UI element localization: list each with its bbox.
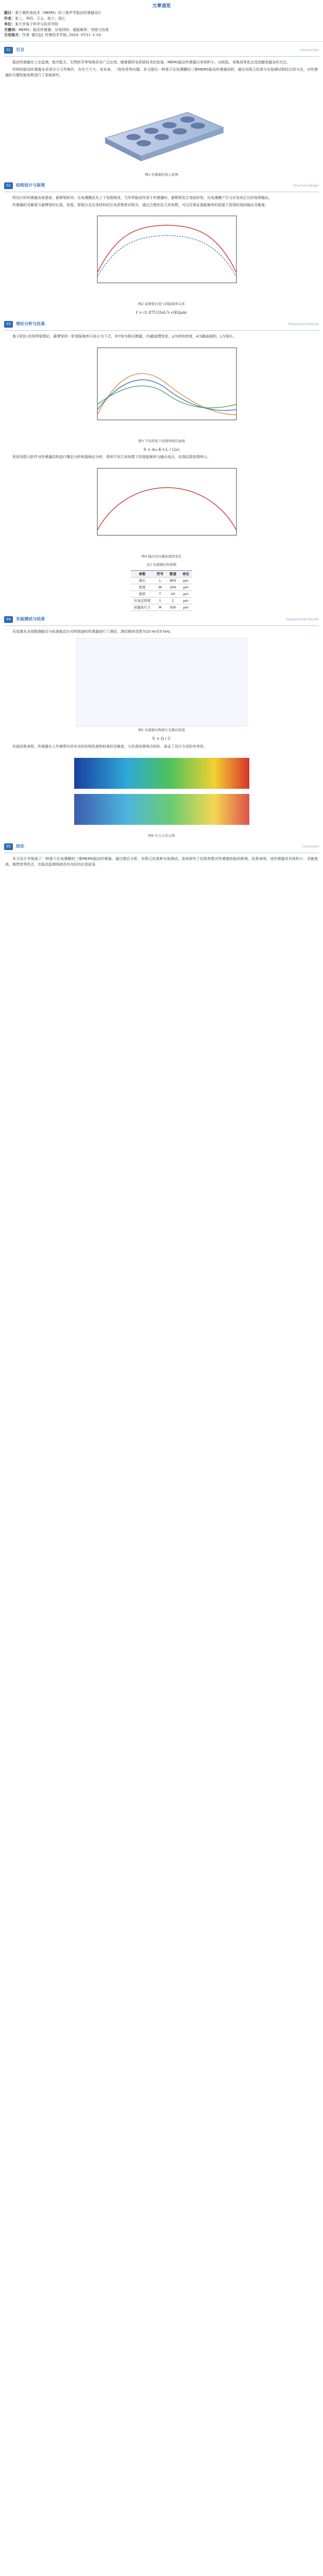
figure-caption: 图1 传感器结构示意图 [145,172,178,177]
figure-caption: 图6 应力分布云图 [148,833,175,838]
stress-contour [69,753,254,830]
curve-chart [77,211,247,298]
table-header-cell: 单位 [179,571,192,578]
section-number: 05 [4,843,13,850]
table-header-cell: 符号 [154,571,166,578]
meta-affiliation: 单位：某大学电子科学与技术学院 [4,22,58,26]
paragraph: 所设计的传感器由硅基底、悬臂梁阵列、压电薄膜层及上下电极组成。当外界振动作用于传感器时，悬臂梁发生弯曲形变，压电薄膜产生与应变成正比的电荷输出。 [12,195,272,200]
figure-caption: 图2 悬臂梁长度与谐振频率关系 [138,302,185,307]
section-heading-intro [4,47,319,57]
section-title-en: Introduction [300,48,319,53]
parameter-table [131,570,193,611]
paragraph: 采用激光多普勒测振仪与标准振动台对所制备的传感器进行了测试，测试频率范围为10 Hz至5 kHz。 [12,630,174,634]
table-row: 压电层厚度 t 1 μm [131,598,193,604]
table-row: 质量块尺寸 M 500 μm [131,604,193,611]
figure-caption: 图3 不同厚度下的频率响应曲线 [138,438,185,443]
paragraph: 实验结果表明，传感器在工作频带内具有良好的线性度和较高的灵敏度，与仿真结果吻合较好，验证了设计方法的有效性。 [12,744,207,749]
section-number: 01 [4,47,13,54]
figure-structure [0,81,323,177]
formula: f = (1.875²/2πL²)·√(EI/ρA) [136,310,187,315]
meta-citation: 引用格式：作者. 题目[J]. 传感技术学报, 2024, 37(1): 1-10. [4,33,102,38]
page-title: 文章速览 [152,4,171,9]
section-heading-structure [4,182,319,192]
section-number: 02 [4,182,13,189]
figure-photo [0,638,323,733]
meta-authors: 作者：张三，李四，王五，赵六，钱七 [4,16,65,21]
section-number: 04 [4,616,13,623]
section-title-en: Structure Design [293,183,319,188]
figure-caption: 图5 传感器实物照片及测试系统 [138,728,185,733]
table-header-cell: 数值 [166,571,179,578]
paragraph: 传感器的灵敏度与悬臂梁的长度、宽度、厚度以及压电材料的压电系数密切相关。通过合理优化几何参数，可以在保证谐振频率的前提下获得较高的输出灵敏度。 [12,202,268,207]
section-heading-analysis [4,321,319,331]
section-title-en: Theoretical Analysis [287,322,319,326]
section-title: 引言 [16,47,25,53]
section-title: 实验测试与结果 [16,617,45,622]
table-row: 梁厚 T 20 μm [131,591,193,598]
section-title-en: Experimental Results [286,618,319,622]
article-meta [0,10,323,42]
curve-chart [77,463,247,551]
figure-curve-1 [0,211,323,307]
meta-keywords: 关键词：MEMS；振动传感器；压电材料；谐振频率；有限元仿真 [4,27,109,32]
photo-image [76,638,247,726]
table-header-cell: 参数 [131,571,154,578]
paragraph: 传统的振动传感器多采用分立元件制作，存在尺寸大、成本高、一致性差等问题。本文提出一种基于压电薄膜的三维MEMS振动传感器结构，通过有限元仿真与实验测试相结合的方法，对传感器的关键性能参数进行了系统研究。 [5,67,318,77]
section-title: 结论 [16,843,25,849]
figure-curve-3 [0,463,323,559]
table-header-row [131,571,193,578]
figure-curve-2 [0,343,323,444]
figure-stress [0,753,323,838]
paragraph: 本文设计并制备了一种基于压电薄膜的三维MEMS振动传感器，通过理论分析、有限元仿真和实验测试，系统研究了结构参数对传感器性能的影响。结果表明，该传感器具有体积小、灵敏度高、频带宽等优点，在振动监测领域具有良好的应用前景。 [5,856,318,867]
section-title: 理论分析与仿真 [16,321,45,326]
section-heading-conclusion [4,843,319,853]
section-title: 结构设计与原理 [16,182,45,188]
section-title-en: Conclusion [302,844,319,849]
multi-curve-chart [77,343,247,435]
formula: S = d₃₁·E·t·L / (2ε) [143,447,180,452]
table-caption: 表1 传感器结构参数 [146,563,177,567]
paragraph: 利用有限元软件对传感器结构进行模态分析和谐响应分析，得到不同几何参数下的谐振频率与输出电压，仿真结果如图所示。 [12,455,211,460]
table-row: 梁长 L 800 μm [131,578,193,584]
paragraph: 基于欧拉-伯努利梁理论，悬臂梁的一阶谐振频率可表示为下式，其中E为杨氏模量，I为截面惯性矩，ρ为材料密度，A为截面面积，L为梁长。 [12,334,237,338]
paragraph: 振动传感器在工业监测、航空航天、生物医学等领域具有广泛应用。随着微机电系统技术的发展，MEMS振动传感器以其体积小、功耗低、易集成等优点受到越来越多的关注。 [12,60,290,65]
table-row: 梁宽 W 200 μm [131,584,193,591]
structure-illustration [84,81,239,169]
formula: V = Q / C [152,736,171,741]
figure-caption: 图4 输出电压随加速度变化 [141,554,182,558]
section-number: 03 [4,321,13,328]
section-heading-experiment [4,616,319,626]
meta-title: 题目：基于微机电技术（MEMS）的三维声学振动传感器设计 [4,11,101,15]
